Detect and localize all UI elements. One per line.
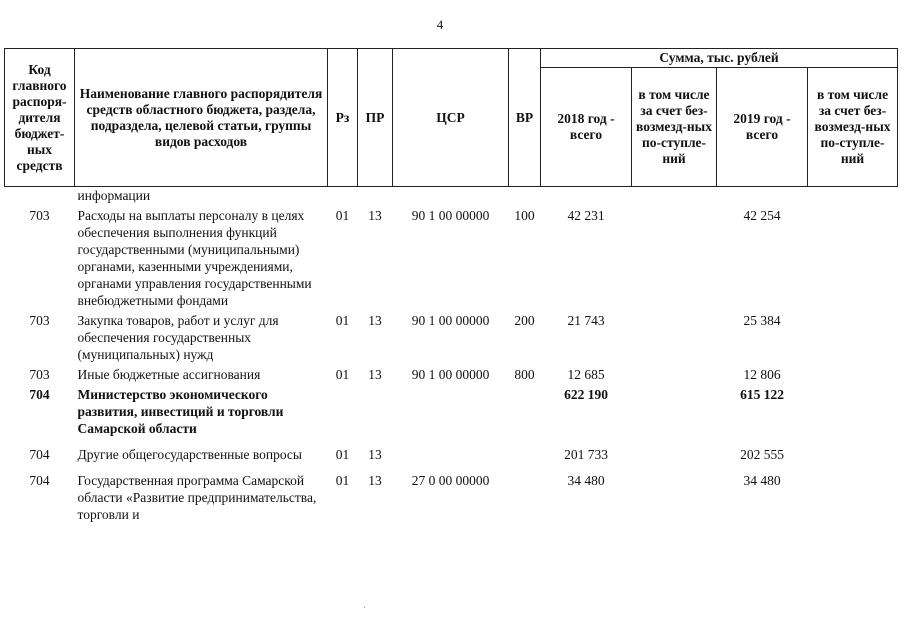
scan-speck: · [363, 603, 367, 614]
cell-2019: 202 555 [740, 447, 784, 462]
cell-name: Другие общегосударственные вопросы [77, 447, 302, 462]
cell-code: 704 [29, 473, 50, 488]
cell-2019: 34 480 [743, 473, 781, 488]
header-vr: ВР [509, 49, 541, 187]
cell-code: 704 [29, 447, 50, 462]
cell-2019: 25 384 [743, 313, 781, 328]
cell-2018: 12 685 [567, 367, 605, 382]
cell-2019-free [808, 204, 898, 309]
cell-rz [328, 187, 358, 205]
cell-2018: 34 480 [567, 473, 605, 488]
cell-csr [393, 437, 509, 463]
page-number: 4 [436, 17, 444, 32]
cell-2019-free [808, 437, 898, 463]
header-pr: ПР [358, 49, 393, 187]
header-rz: Рз [328, 49, 358, 187]
cell-2018: 201 733 [564, 447, 608, 462]
cell-2018 [541, 187, 632, 205]
cell-2018-free [632, 463, 717, 523]
cell-vr: 100 [514, 208, 535, 223]
cell-rz [328, 383, 358, 437]
cell-name: Закупка товаров, работ и услуг для обеспечения государственных (муниципальных) нужд [77, 313, 279, 362]
cell-2018: 622 190 [564, 387, 608, 402]
cell-2019-free [808, 187, 898, 205]
cell-2018-free [632, 437, 717, 463]
table-row [5, 463, 898, 523]
cell-2019: 42 254 [743, 208, 781, 223]
cell-pr: 13 [368, 367, 382, 382]
cell-pr [358, 383, 393, 437]
cell-code [5, 187, 75, 205]
cell-code: 703 [29, 367, 50, 382]
table-row [5, 204, 898, 309]
table-row-ministry [5, 383, 898, 437]
header-csr: ЦСР [393, 49, 509, 187]
cell-csr [393, 383, 509, 437]
table-row [5, 363, 898, 383]
cell-name: информации [77, 188, 151, 203]
cell-pr: 13 [368, 447, 382, 462]
cell-2018-free [632, 309, 717, 363]
table-row [5, 437, 898, 463]
header-row-1 [5, 49, 898, 68]
cell-rz: 01 [335, 447, 350, 462]
table-row [5, 309, 898, 363]
cell-vr: 800 [514, 367, 535, 382]
header-2018-total: 2018 год - всего [541, 68, 632, 187]
cell-2018-free [632, 187, 717, 205]
cell-name: Государственная программа Самарской области «Развитие предпринимательства, торговли и [77, 473, 317, 522]
cell-name: Иные бюджетные ассигнования [77, 367, 261, 382]
header-2019-total: 2019 год - всего [717, 68, 808, 187]
table-row [5, 187, 898, 205]
cell-vr [509, 437, 541, 463]
cell-vr [509, 383, 541, 437]
cell-2019-free [808, 463, 898, 523]
cell-2019-free [808, 383, 898, 437]
cell-pr: 13 [368, 208, 382, 223]
cell-2019: 615 122 [740, 387, 784, 402]
cell-vr [509, 463, 541, 523]
budget-table [4, 48, 898, 523]
cell-name: Министерство экономического развития, инвестиций и торговли Самарской области [77, 387, 284, 436]
cell-pr [358, 187, 393, 205]
cell-rz: 01 [335, 208, 350, 223]
cell-2018: 21 743 [567, 313, 605, 328]
cell-2018-free [632, 363, 717, 383]
cell-name: Расходы на выплаты персоналу в целях обеспечения выполнения функций государственными (муниципальными) органами, казенными учреждениями, органами управления государственными внебюджетными фондами [77, 208, 312, 308]
cell-code: 703 [29, 313, 50, 328]
cell-2018-free [632, 383, 717, 437]
header-2019-free: в том числе за счет без-возмезд-ных по-ступле-ний [808, 68, 898, 187]
cell-code: 703 [29, 208, 50, 223]
header-code: Код главного распоря-дителя бюджет-ных средств [5, 49, 75, 187]
header-name: Наименование главного распорядителя средств областного бюджета, раздела, подраздела, целевой статьи, группы видов расходов [75, 49, 328, 187]
cell-vr: 200 [514, 313, 535, 328]
cell-2018-free [632, 204, 717, 309]
header-2018-free: в том числе за счет без-возмезд-ных по-ступле-ний [632, 68, 717, 187]
cell-csr: 27 0 00 00000 [411, 473, 490, 488]
cell-vr [509, 187, 541, 205]
cell-csr: 90 1 00 00000 [411, 367, 490, 382]
cell-rz: 01 [335, 313, 350, 328]
cell-csr [393, 187, 509, 205]
cell-2019-free [808, 363, 898, 383]
cell-2019 [717, 187, 808, 205]
cell-csr: 90 1 00 00000 [411, 208, 490, 223]
cell-csr: 90 1 00 00000 [411, 313, 490, 328]
cell-pr: 13 [368, 473, 382, 488]
cell-code: 704 [29, 387, 50, 402]
cell-rz: 01 [335, 367, 350, 382]
cell-rz: 01 [335, 473, 350, 488]
cell-2019: 12 806 [743, 367, 781, 382]
header-sum-group: Сумма, тыс. рублей [541, 49, 898, 68]
cell-2019-free [808, 309, 898, 363]
cell-2018: 42 231 [567, 208, 605, 223]
cell-pr: 13 [368, 313, 382, 328]
